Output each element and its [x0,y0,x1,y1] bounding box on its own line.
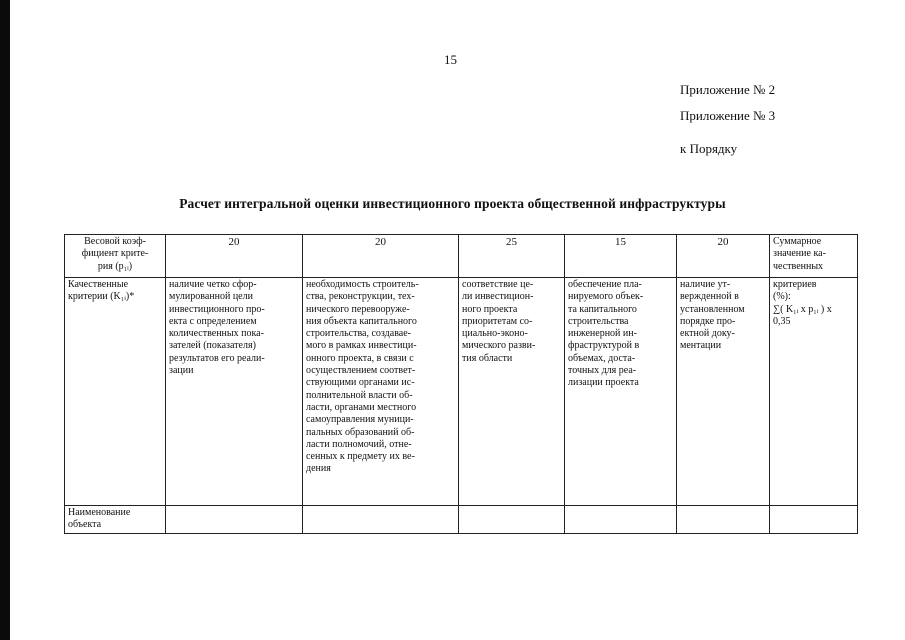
weight-value-1: 20 [166,235,303,278]
criterion-text-line: обеспечение пла- [568,279,642,290]
criteria-label-cell [65,278,166,506]
criterion-2-cell [303,278,459,506]
criterion-text-line: ментации [680,340,722,352]
object-label-line: объекта [68,519,102,531]
weight-label-cell [65,235,166,278]
criterion-text-line: полнительной власти об- [306,389,413,401]
weight-value-3: 25 [459,235,565,278]
object-value-cell-1 [166,506,303,534]
criterion-text-line: ствующими органами ис- [306,377,415,389]
criterion-text-line: мого в рамках инвестици- [306,340,417,352]
appendix-line-2: Приложение № 3 [680,108,776,123]
criterion-text-line: ния объекта капитального [306,315,417,327]
criterion-text-line: вержденной в [680,291,739,303]
criterion-5-cell [677,278,770,506]
criterion-text-line: ли инвестицион- [462,291,534,303]
criterion-text-line: нируемого объек- [568,291,644,303]
criterion-text-line: строительства [568,315,629,327]
criterion-text-line: инженерной ин- [568,328,637,340]
criterion-1-cell [166,278,303,506]
criterion-text-line: та капитального [568,303,637,315]
evaluation-table [64,234,858,534]
object-label-cell [65,506,166,534]
weight-row [65,235,858,278]
criteria-label-line: критерии (K₁ᵢ)* [68,291,135,303]
summary-formula-line: ∑( K₁ᵢ x p₁ᵢ ) x [773,303,832,315]
criterion-3-cell [459,278,565,506]
summary-formula-cell [770,278,858,506]
criterion-text-line: циально-эконо- [462,328,528,340]
appendix-line-3: к Порядку [680,141,738,156]
criterion-text-line: екта с определением [169,315,257,327]
weight-label-line: Весовой коэф- [84,236,146,247]
weight-label-line: рия (p₁ᵢ) [97,260,133,272]
criterion-text-line: инвестиционного про- [169,303,265,315]
criterion-text-line: лизации проекта [568,377,639,389]
criterion-text-line: дения [306,463,331,475]
scan-edge [0,0,10,640]
criterion-text-line: сенных к предмету их ве- [306,451,415,463]
summary-header-line: Суммарное [773,236,822,247]
criterion-text-line: строительства, создавае- [306,328,412,340]
weight-value-5: 20 [677,235,770,278]
object-value-cell-5 [677,506,770,534]
criteria-label-line: Качественные [68,279,129,290]
criterion-text-line: наличие четко сфор- [169,279,257,290]
summary-header-cell [770,235,858,278]
criterion-text-line: онного проекта, в связи с [306,352,414,364]
document-title: Расчет интегральной оценки инвестиционного проекта общественной инфраструктуры [179,196,726,211]
criterion-text-line: наличие ут- [680,279,731,290]
criterion-text-line: ласти, органами местного [306,401,417,413]
criterion-text-line: установленном [680,303,745,315]
criterion-text-line: самоуправления муници- [306,414,414,426]
criterion-text-line: зателей (показателя) [169,340,256,352]
object-value-cell-2 [303,506,459,534]
summary-formula-line: 0,35 [773,315,791,327]
summary-header-line: чественных [773,260,824,272]
criterion-text-line: приоритетам со- [462,315,533,327]
criterion-text-line: результатов его реали- [169,352,265,364]
criterion-text-line: ласти полномочий, отне- [306,438,412,450]
criterion-text-line: ного проекта [462,303,518,315]
criterion-text-line: соответствие це- [462,279,534,290]
criterion-text-line: ства, реконструкции, тех- [306,291,415,303]
weight-label-line: фициент крите- [81,248,149,260]
weight-value-2: 20 [303,235,459,278]
summary-formula-line: критериев [773,279,817,290]
object-row [65,506,858,534]
criterion-text-line: точных для реа- [568,365,637,377]
criterion-4-cell [565,278,677,506]
summary-formula-line: (%): [773,291,791,303]
criteria-row [65,278,858,506]
criterion-text-line: количественных пока- [169,328,264,340]
object-label-line: Наименование [68,507,131,518]
criterion-text-line: ектной доку- [680,328,735,340]
criterion-text-line: фраструктурой в [568,340,640,352]
page-number: 15 [444,52,457,67]
criterion-text-line: объемах, доста- [568,352,636,364]
criterion-text-line: мического разви- [462,340,536,352]
criterion-text-line: зации [169,365,194,377]
criterion-text-line: пальных образований об- [306,426,415,438]
criterion-text-line: необходимость строитель- [306,279,419,290]
criterion-text-line: порядке про- [680,315,736,327]
criterion-text-line: мулированной цели [169,291,253,303]
object-value-cell-6 [770,506,858,534]
summary-header-line: значение ка- [773,248,826,260]
object-value-cell-3 [459,506,565,534]
appendix-line-1: Приложение № 2 [680,82,776,97]
criterion-text-line: нического перевооруже- [306,303,410,315]
object-value-cell-4 [565,506,677,534]
criterion-text-line: тия области [462,352,513,364]
criterion-text-line: осуществлением соответ- [306,365,416,377]
weight-value-4: 15 [565,235,677,278]
